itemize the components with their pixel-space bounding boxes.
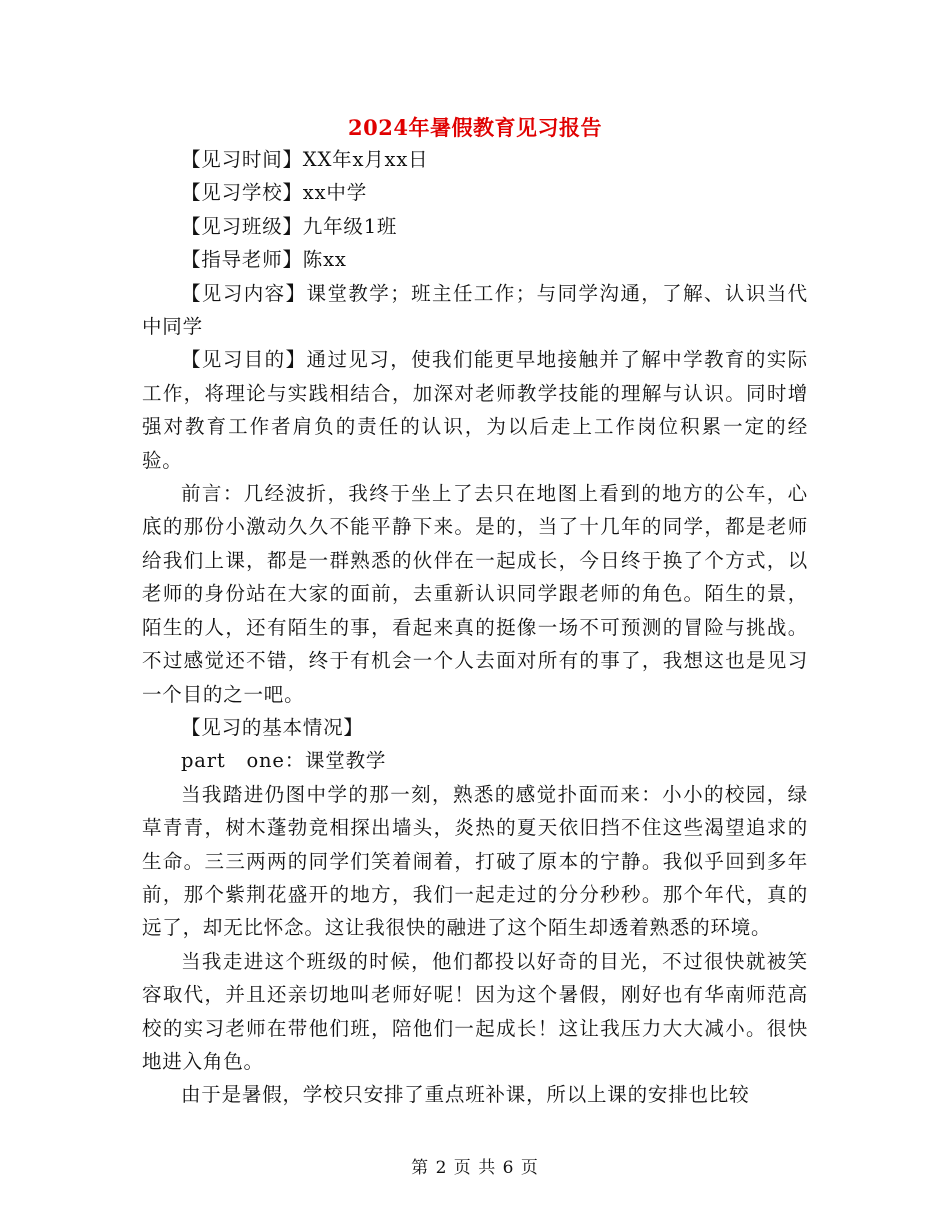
subsection-heading-part-one: part one：课堂教学 bbox=[181, 749, 387, 773]
paragraph-supervisor: 【指导老师】陈xx bbox=[181, 248, 347, 272]
document-body bbox=[142, 143, 808, 1112]
paragraph-class-entry: 当我走进这个班级的时候，他们都投以好奇的目光，不过很快就被笑容取代，并且还亲切地叫老师好呢！因为这个暑假，刚好也有华南师范高校的实习老师在带他们班，陪他们一起成长！这让我压力大大减小。很快地进入角色。 bbox=[142, 949, 808, 1073]
paragraph-internship-time: 【见习时间】XX年x月xx日 bbox=[181, 148, 429, 171]
paragraph-school-arrival: 当我踏进仍图中学的那一刻，熟悉的感觉扑面而来：小小的校园，绿草青青，树木蓬勃竞相探出墙头，炎热的夏天依旧挡不住这些渴望追求的生命。三三两两的同学们笑着闹着，打破了原本的宁静。我似乎回到多年前，那个紫荆花盛开的地方，我们一起走过的分分秒秒。那个年代，真的远了，却无比怀念。这让我很快的融进了这个陌生却透着熟悉的环境。 bbox=[142, 782, 808, 940]
paragraph-internship-class: 【见习班级】九年级1班 bbox=[181, 214, 398, 238]
document-title: 2024年暑假教育见习报告 bbox=[348, 115, 602, 140]
paragraph-preface: 前言：几经波折，我终于坐上了去只在地图上看到的地方的公车，心底的那份小激动久久不能平静下来。是的，当了十几年的同学，都是老师给我们上课，都是一群熟悉的伙伴在一起成长，今日终于换了个方式，以老师的身份站在大家的面前，去重新认识同学跟老师的角色。陌生的景，陌生的人，还有陌生的事，看起来真的挺像一场不可预测的冒险与挑战。不过感觉还不错，终于有机会一个人去面对所有的事了，我想这也是见习一个目的之一吧。 bbox=[142, 482, 808, 706]
paragraph-internship-school: 【见习学校】xx中学 bbox=[181, 181, 367, 205]
section-heading-basic-situation: 【见习的基本情况】 bbox=[181, 715, 364, 739]
paragraph-internship-purpose: 【见习目的】通过见习，使我们能更早地接触并了解中学教育的实际工作，将理论与实践相结合，加深对老师教学技能的理解与认识。同时增强对教育工作者肩负的责任的认识，为以后走上工作岗位积累一定的经验。 bbox=[142, 348, 808, 472]
page-number-footer: 第 2 页 共 6 页 bbox=[411, 1158, 539, 1178]
paragraph-internship-content: 【见习内容】课堂教学；班主任工作；与同学沟通，了解、认识当代中同学 bbox=[142, 281, 808, 339]
paragraph-summer-schedule: 由于是暑假，学校只安排了重点班补课，所以上课的安排也比较 bbox=[181, 1083, 750, 1107]
